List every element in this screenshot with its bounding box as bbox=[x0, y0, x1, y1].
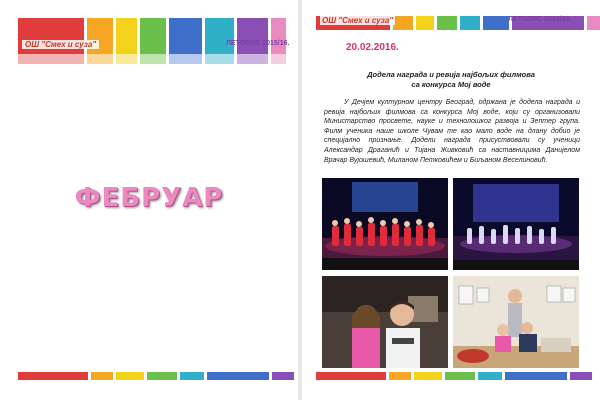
article-title-line2-prefix: са конкурса bbox=[411, 80, 458, 89]
article-title bbox=[302, 70, 600, 90]
photo-students-exhibition bbox=[453, 276, 579, 368]
footer-stripes bbox=[18, 372, 294, 380]
photo-students-exhibition-image bbox=[453, 276, 579, 368]
school-name: ОШ "Смех и суза" bbox=[322, 16, 394, 25]
article-title-line2-emph: Мој bbox=[457, 80, 471, 89]
yearbook-label: ЛЕТОПИС 2015/16. bbox=[508, 16, 572, 23]
school-name: ОШ "Смех и суза" bbox=[22, 40, 99, 49]
yearbook-label: ЛЕТОПИС 2015/16. bbox=[226, 40, 290, 47]
article-title-line2-suffix: воде bbox=[470, 80, 491, 89]
header-stripes-lower bbox=[18, 54, 286, 64]
right-page bbox=[302, 0, 600, 400]
article-date: 20.02.2016. bbox=[346, 42, 399, 53]
month-title: ФЕБРУАР bbox=[74, 183, 224, 213]
footer-stripes bbox=[316, 372, 592, 380]
photo-dancers-red bbox=[322, 178, 448, 270]
article-title-line1: Додела награда и ревија најбољих филмова bbox=[367, 70, 535, 79]
left-page bbox=[0, 0, 298, 400]
article-body: У Дечјем културном центру Београд, одржана је додела награда и ревија најбољих филмова са конкурса Мој воде, који су организовали Министарство просвете, науке и технолошког развоја и Зептер група. Филм ученика наше школе Чувам те као мало воде на длану добио је специјално признање. Додели награда присуствовали су ученици Александар Драганић и Тијана Живковић са наставницима Данијелом Врачар Вујошевић, Миланом Петковићем и Биљаном Веселиновић. bbox=[324, 99, 580, 164]
photo-dancers-red-image bbox=[322, 178, 448, 270]
photo-students-portrait bbox=[322, 276, 448, 368]
photo-dancers-wide-image bbox=[453, 178, 579, 270]
photo-students-portrait-image bbox=[322, 276, 448, 368]
photo-dancers-wide bbox=[453, 178, 579, 270]
